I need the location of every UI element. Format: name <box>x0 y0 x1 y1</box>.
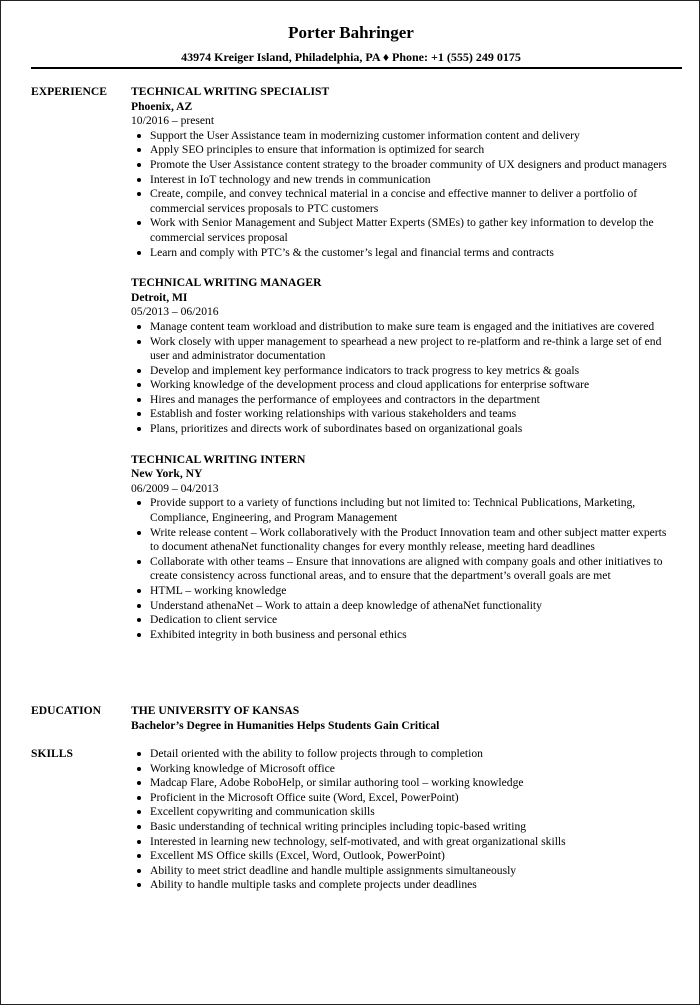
job-dates: 06/2009 – 04/2013 <box>131 481 219 495</box>
job-bullets <box>131 320 671 437</box>
experience-section <box>31 85 671 685</box>
bullet-item: Provide support to a variety of functions including but not limited to: Technical Publications, Marketing, Compliance, Engineering, and Program Management <box>150 496 671 525</box>
skill-item: Basic understanding of technical writing principles including topic-based writing <box>150 820 671 835</box>
job-location: New York, NY <box>131 467 203 481</box>
skill-item: Proficient in the Microsoft Office suite (Word, Excel, PowerPoint) <box>150 791 671 806</box>
bullet-item: Working knowledge of the development process and cloud applications for enterprise software <box>150 378 671 393</box>
bullet-item: Hires and manages the performance of employees and contractors in the department <box>150 393 671 408</box>
bullet-item: Support the User Assistance team in modernizing customer information content and delivery <box>150 129 671 144</box>
school-name: THE UNIVERSITY OF KANSAS <box>131 704 300 717</box>
contact-line: 43974 Kreiger Island, Philadelphia, PA ♦ Phone: +1 (555) 249 0175 <box>181 50 521 64</box>
job-entry <box>131 85 671 260</box>
bullet-item: Work closely with upper management to spearhead a new project to re-platform and re-think a large set of end user and administrator documentation <box>150 335 671 364</box>
section-label-experience: EXPERIENCE <box>31 85 108 98</box>
bullet-item: Dedication to client service <box>150 613 671 628</box>
bullet-item: Establish and foster working relationships with various stakeholders and teams <box>150 407 671 422</box>
skill-item: Ability to handle multiple tasks and complete projects under deadlines <box>150 878 671 893</box>
skills-section <box>31 747 671 907</box>
bullet-item: Interest in IoT technology and new trends in communication <box>150 173 671 188</box>
job-title: TECHNICAL WRITING SPECIALIST <box>131 85 330 98</box>
skill-item: Detail oriented with the ability to follow projects through to completion <box>150 747 671 762</box>
job-location: Detroit, MI <box>131 290 188 304</box>
job-title: TECHNICAL WRITING MANAGER <box>131 276 322 290</box>
job-entry <box>131 276 671 437</box>
education-body <box>131 704 671 733</box>
bullet-item: Manage content team workload and distribution to make sure team is engaged and the initiatives are covered <box>150 320 671 335</box>
job-location: Phoenix, AZ <box>131 99 193 113</box>
skill-item: Excellent MS Office skills (Excel, Word, Outlook, PowerPoint) <box>150 849 671 864</box>
bullet-item: Write release content – Work collaboratively with the Product Innovation team and other subject matter experts to document athenaNet functionality changes for every monthly release, meeting hard deadlines <box>150 526 671 555</box>
skill-item: Ability to meet strict deadline and handle multiple assignments simultaneously <box>150 864 671 879</box>
skill-item: Interested in learning new technology, self-motivated, and with great organizational skills <box>150 835 671 850</box>
bullet-item: Apply SEO principles to ensure that information is optimized for search <box>150 143 671 158</box>
job-entry <box>131 453 671 643</box>
bullet-item: Create, compile, and convey technical material in a concise and effective manner to deliver a portfolio of commercial services proposals to PTC customers <box>150 187 671 216</box>
header-divider <box>31 67 682 69</box>
bullet-item: HTML – working knowledge <box>150 584 671 599</box>
skills-body <box>131 747 671 893</box>
job-dates: 05/2013 – 06/2016 <box>131 305 219 319</box>
candidate-name: Porter Bahringer <box>288 23 414 42</box>
bullet-item: Promote the User Assistance content strategy to the broader community of UX designers and product managers <box>150 158 671 173</box>
skills-list <box>131 747 671 893</box>
skill-item: Excellent copywriting and communication skills <box>150 805 671 820</box>
bullet-item: Plans, prioritizes and directs work of subordinates based on organizational goals <box>150 422 671 437</box>
bullet-item: Work with Senior Management and Subject Matter Experts (SMEs) to gather key information to develop the commercial services proposal <box>150 216 671 245</box>
education-section <box>31 704 671 744</box>
experience-body <box>131 85 671 658</box>
bullet-item: Develop and implement key performance indicators to track progress to key metrics & goals <box>150 364 671 379</box>
job-title: TECHNICAL WRITING INTERN <box>131 452 306 466</box>
bullet-item: Learn and comply with PTC’s & the customer’s legal and financial terms and contracts <box>150 246 671 261</box>
bullet-item: Understand athenaNet – Work to attain a deep knowledge of athenaNet functionality <box>150 599 671 614</box>
section-label-skills: SKILLS <box>31 747 73 760</box>
bullet-item: Exhibited integrity in both business and personal ethics <box>150 628 671 643</box>
skill-item: Madcap Flare, Adobe RoboHelp, or similar authoring tool – working knowledge <box>150 776 671 791</box>
resume-header <box>1 23 700 64</box>
job-dates: 10/2016 – present <box>131 114 215 128</box>
section-label-education: EDUCATION <box>31 704 101 717</box>
bullet-item: Collaborate with other teams – Ensure that innovations are aligned with company goals and other initiatives to create consistency across functional areas, and to ensure that the department’s overall goals are met <box>150 555 671 584</box>
degree: Bachelor’s Degree in Humanities Helps Students Gain Critical <box>131 718 440 732</box>
job-bullets <box>131 129 671 260</box>
job-bullets <box>131 496 671 642</box>
skill-item: Working knowledge of Microsoft office <box>150 762 671 777</box>
